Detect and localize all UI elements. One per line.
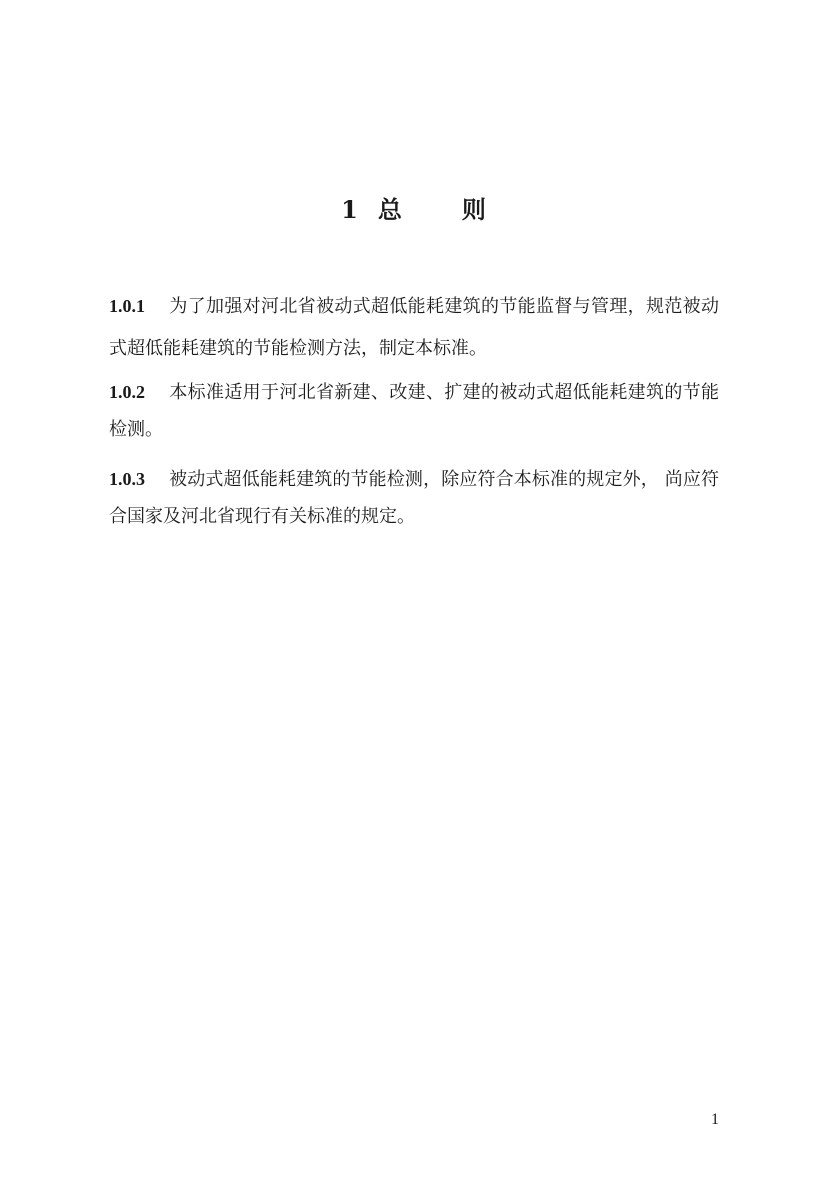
clause-1-0-2 [109, 374, 719, 448]
clause-number: 1.0.2 [109, 382, 145, 402]
clause-text: 被动式超低能耗建筑的节能检测，除应符合本标准的规定外， 尚应符合国家及河北省现行有关标准的规定。 [109, 469, 719, 527]
clause-number: 1.0.1 [109, 296, 145, 316]
chapter-title [0, 192, 827, 228]
chapter-title-char-2: 则 [461, 195, 486, 224]
clause-number: 1.0.3 [109, 469, 145, 489]
chapter-number: 1 [341, 195, 358, 224]
clause-1-0-1 [109, 285, 719, 370]
page-number: 1 [711, 1111, 719, 1128]
chapter-title-char-1: 总 [377, 195, 402, 224]
clause-text: 本标准适用于河北省新建、改建、扩建的被动式超低能耗建筑的节能检测。 [109, 382, 719, 440]
clause-text: 为了加强对河北省被动式超低能耗建筑的节能监督与管理，规范被动式超低能耗建筑的节能检测方法，制定本标准。 [109, 296, 719, 359]
clause-1-0-3 [109, 461, 719, 535]
